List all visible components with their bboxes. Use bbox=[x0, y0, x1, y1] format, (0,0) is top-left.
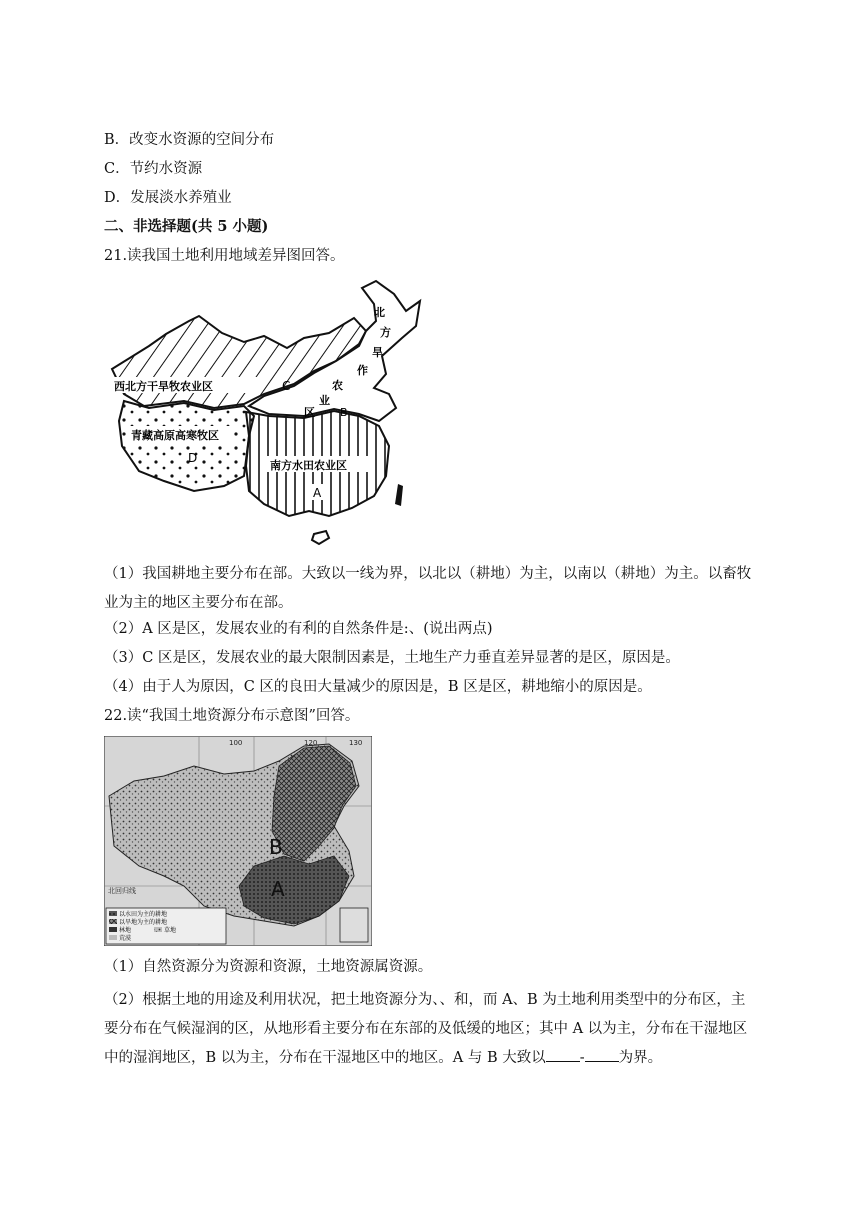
lon-label-100: 100 bbox=[229, 739, 243, 747]
region-n-char-4: 作 bbox=[357, 364, 368, 377]
q21-part-1-line1 bbox=[104, 560, 756, 618]
lon-label-120: 120 bbox=[304, 739, 318, 747]
letter-b-2: B bbox=[269, 835, 283, 859]
legend-5: 荒漠 bbox=[119, 935, 132, 942]
region-n-char-2: 方 bbox=[380, 326, 391, 339]
option-d: D．发展淡水养殖业 bbox=[104, 190, 232, 206]
q22-part-2 bbox=[104, 986, 756, 1073]
q22-stem: 22.读“我国土地资源分布示意图”回答。 bbox=[104, 708, 360, 724]
legend-3: 林地 bbox=[119, 927, 132, 934]
section-title: 二、非选择题(共 5 小题) bbox=[104, 218, 269, 235]
land-use-region-map bbox=[104, 276, 424, 551]
region-nw-label: 西北方干旱牧农业区 bbox=[114, 380, 213, 393]
blank-2[interactable] bbox=[585, 1047, 619, 1062]
region-n-char-5: 农 bbox=[332, 379, 343, 392]
letter-d: D bbox=[188, 451, 198, 465]
q21-part-3: （3）C 区是区，发展农业的最大限制因素是，土地生产力垂直差异显著的是区，原因是。 bbox=[104, 650, 680, 666]
legend-4: 草地 bbox=[164, 927, 177, 934]
q21-part-2: （2）A 区是区，发展农业的有利的自然条件是:、(说出两点) bbox=[104, 621, 493, 637]
letter-a: A bbox=[313, 486, 322, 500]
option-c: C．节约水资源 bbox=[104, 161, 203, 177]
letter-a-2: A bbox=[271, 877, 285, 901]
q21-part-4: （4）由于人为原因，C 区的良田大量减少的原因是，B 区是区，耕地缩小的原因是。 bbox=[104, 679, 652, 695]
region-n-char-1: 北 bbox=[374, 306, 385, 319]
region-n-char-7: 区 bbox=[304, 406, 315, 419]
tropic-label: 北回归线 bbox=[108, 887, 136, 895]
option-b: B．改变水资源的空间分布 bbox=[104, 132, 275, 148]
region-s-label: 南方水田农业区 bbox=[270, 459, 347, 472]
letter-b: B bbox=[340, 406, 348, 419]
blank-1[interactable] bbox=[546, 1047, 580, 1062]
q21-part-1: （1）我国耕地主要分布在部。大致以一线为界，以北以（耕地）为主，以南以（耕地）为主。以畜牧业为主的地区主要分布在部。 bbox=[104, 566, 752, 611]
q22-part-2-sep: - bbox=[579, 1050, 585, 1066]
land-resource-map bbox=[104, 736, 372, 946]
legend-1: 以水田为主的耕地 bbox=[119, 911, 168, 918]
q22-part-2-tail: 为界。 bbox=[618, 1050, 663, 1066]
region-n-char-6: 业 bbox=[319, 394, 330, 407]
region-qz-label: 青藏高原高寒牧区 bbox=[131, 429, 219, 442]
region-n-char-3: 旱 bbox=[372, 346, 383, 359]
legend-2: 以旱地为主的耕地 bbox=[119, 919, 168, 926]
q22-part-2-text: （2）根据土地的用途及利用状况，把土地资源分为、、和，而 A、B 为土地利用类型中的分布区，主要分布在气候湿润的区，从地形看主要分布在东部的及低缓的地区；其中 A 以为主，分布在干湿地区中的湿润地区，B 以为主，分布在干湿地区中的地区。A 与 B 大致以 bbox=[104, 992, 748, 1066]
q21-stem: 21.读我国土地利用地域差异图回答。 bbox=[104, 248, 345, 264]
lon-label-130: 130 bbox=[349, 739, 363, 747]
q22-part-1: （1）自然资源分为资源和资源，土地资源属资源。 bbox=[104, 959, 433, 975]
letter-c: C bbox=[282, 379, 291, 393]
